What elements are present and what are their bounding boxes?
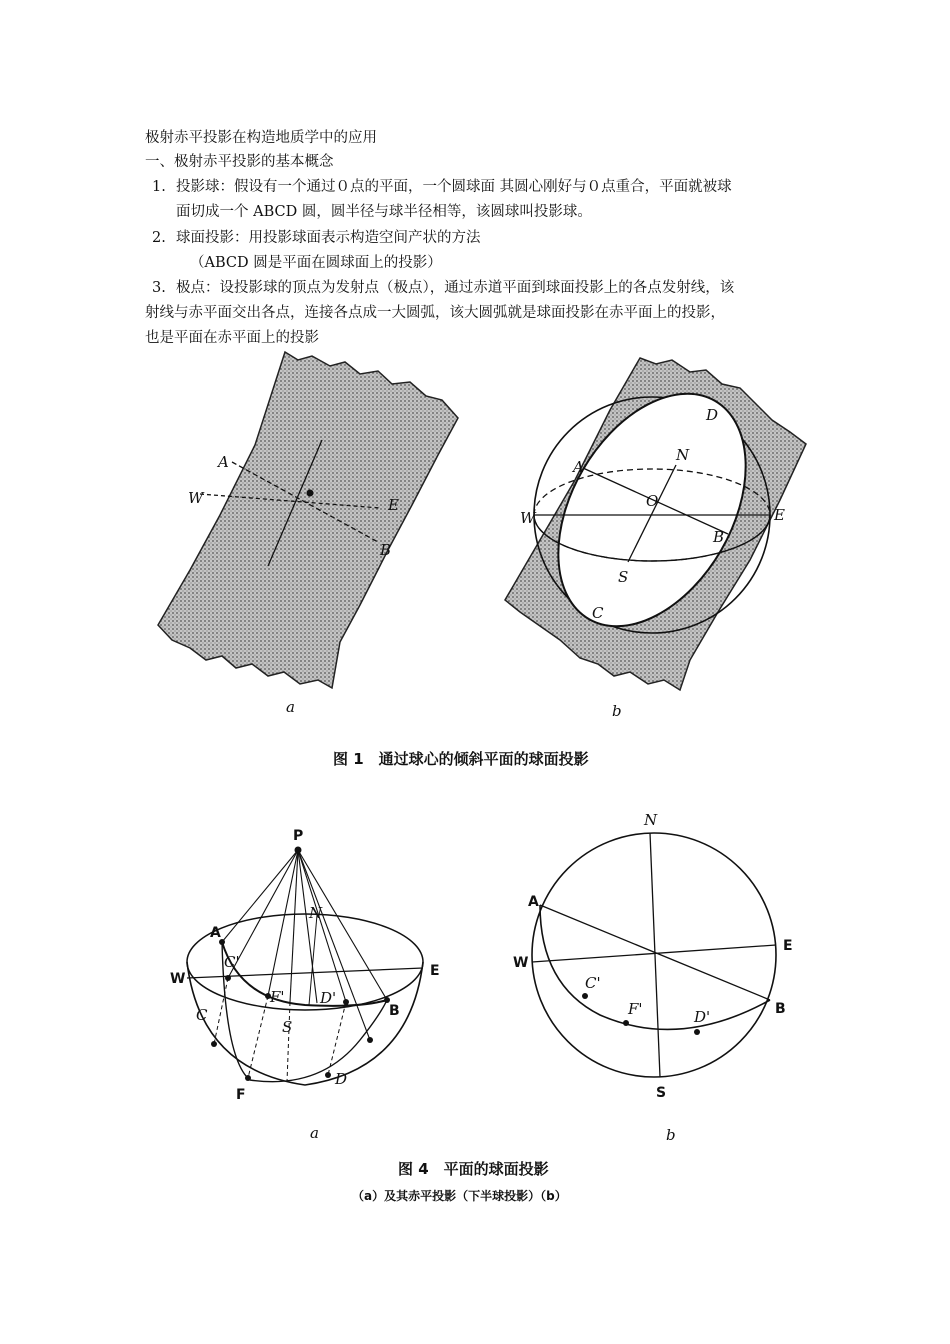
fig4a-label-A: A <box>210 925 221 941</box>
fig1b-label-B: B <box>713 528 725 546</box>
fig4b-label-N: N <box>644 811 658 829</box>
fig1a-label-W: W <box>188 489 204 507</box>
fig4b-label-S: S <box>656 1085 667 1101</box>
item-3-line-3: 也是平面在赤平面上的投影 <box>145 330 319 346</box>
fig1a-label-A: A <box>218 453 229 471</box>
fig1b-label-O: O <box>646 492 659 510</box>
figure-4-caption: 图 4 平面的球面投影 <box>398 1160 549 1178</box>
fig4b-label-B: B <box>775 1001 786 1017</box>
figure-1-caption: 图 1 通过球心的倾斜平面的球面投影 <box>333 750 589 768</box>
fig4a-label-C: C <box>196 1006 208 1024</box>
fig1b-label-N: N <box>676 446 690 464</box>
fig4a-label-D-prime: D' <box>320 989 337 1007</box>
item-2-number: 2. <box>152 230 166 246</box>
fig4b-label-E: E <box>783 938 793 954</box>
fig4a-label-F-prime: F' <box>270 988 285 1006</box>
fig1a-panel-label: a <box>286 698 295 716</box>
fig4a-label-P: P <box>293 828 304 844</box>
fig1b-label-C: C <box>592 604 604 622</box>
fig4a-label-D: D <box>335 1070 348 1088</box>
fig1b-panel-label: b <box>612 702 622 720</box>
section-heading-1: 一、极射赤平投影的基本概念 <box>145 154 334 170</box>
fig1b-label-S: S <box>618 568 629 586</box>
item-2-line-1: 球面投影：用投影球面表示构造空间产状的方法 <box>176 230 481 246</box>
fig4b-panel-label: b <box>666 1126 676 1144</box>
item-3-line-2: 射线与赤平面交出各点，连接各点成一大圆弧，该大圆弧就是球面投影在赤平面上的投影， <box>145 305 725 321</box>
figure-4b-stereonet <box>532 833 776 1077</box>
fig4b-label-F-prime: F' <box>628 1000 643 1018</box>
item-1-line-2: 面切成一个 ABCD 圆，圆半径与球半径相等，该圆球叫投影球。 <box>176 204 592 220</box>
item-1-line-1: 投影球：假设有一个通过０点的平面，一个圆球面 其圆心刚好与０点重合，平面就被球 <box>176 179 732 195</box>
fig1b-label-D: D <box>706 406 719 424</box>
fig4a-label-F: F <box>236 1087 246 1103</box>
fig1b-label-E: E <box>774 506 785 524</box>
fig1a-label-E: E <box>388 496 399 514</box>
item-2-line-2: （ABCD 圆是平面在圆球面上的投影） <box>190 255 442 271</box>
fig4b-label-D-prime: D' <box>694 1008 711 1026</box>
figure-4-subcaption: （a）及其赤平投影（下半球投影）（b） <box>352 1189 567 1203</box>
item-3-line-1: 极点：设投影球的顶点为发射点（极点），通过赤道平面到球面投影上的各点发射线，该 <box>176 280 735 296</box>
fig4a-label-N: N <box>309 904 323 922</box>
fig4a-label-S: S <box>282 1018 293 1036</box>
item-3-number: 3. <box>152 280 166 296</box>
item-1-number: 1. <box>152 179 166 195</box>
fig4a-label-W: W <box>170 971 186 987</box>
fig1b-label-A: A <box>573 458 584 476</box>
fig4b-label-A: A <box>528 894 539 910</box>
fig4a-label-C-prime: C' <box>224 953 240 971</box>
figure-4a-hemisphere <box>187 847 423 1086</box>
fig4b-label-W: W <box>513 955 529 971</box>
fig4a-panel-label: a <box>310 1124 319 1142</box>
fig4a-label-E: E <box>430 963 440 979</box>
fig1a-label-B: B <box>380 541 392 559</box>
fig4b-label-C-prime: C' <box>585 974 601 992</box>
document-title: 极射赤平投影在构造地质学中的应用 <box>145 130 377 146</box>
fig4a-label-B: B <box>389 1003 400 1019</box>
fig1b-label-W: W <box>520 509 536 527</box>
